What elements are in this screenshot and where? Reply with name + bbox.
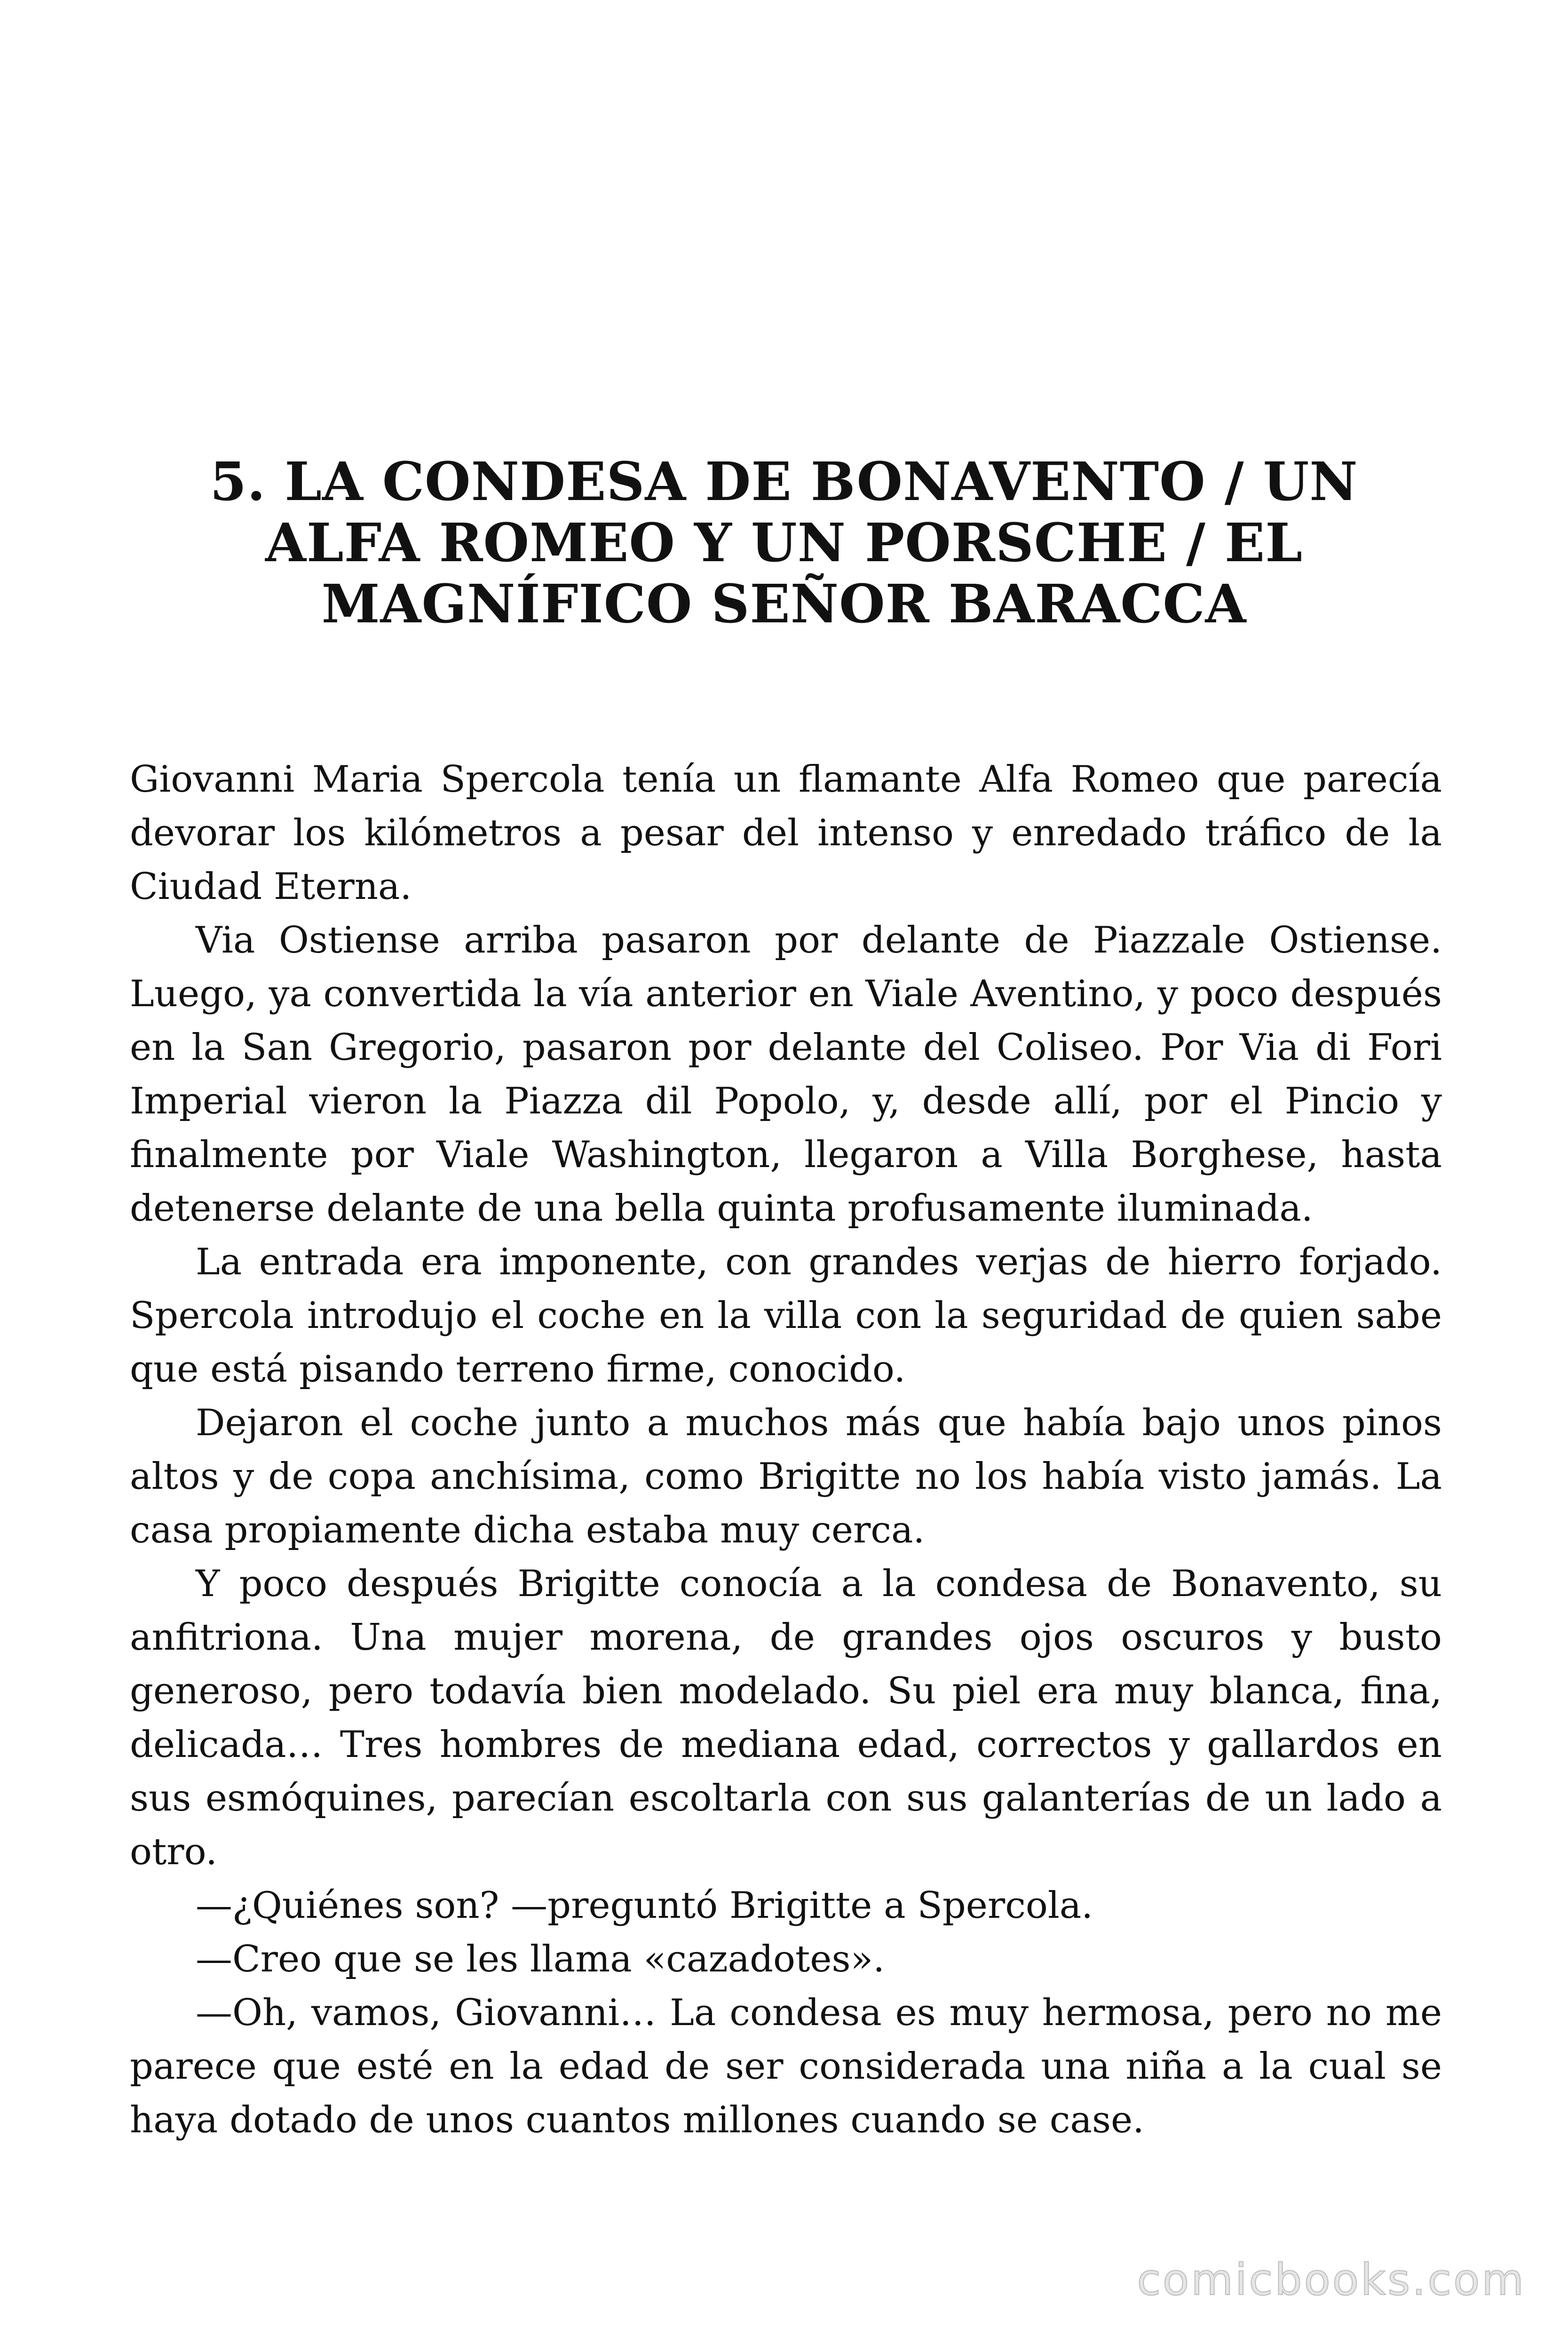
chapter-title-line-1: 5. LA CONDESA DE BONAVENTO / UN (210, 451, 1358, 513)
paragraph-3: La entrada era imponente, con grandes verjas de hierro forjado. Spercola introdujo el coche en la villa con la seguridad de quien sabe que está pisando terreno firme, conocido. (130, 1241, 1442, 1391)
paragraph-2: Via Ostiense arriba pasaron por delante de Piazzale Ostiense. Luego, ya convertida la vía anterior en Viale Aventino, y poco después en la San Gregorio, pasaron por delante del Coliseo. Por Via di Fori Imperial vieron la Piazza dil Popolo, y, desde allí, por el Pincio y finalmente por Viale Washington, llegaron a Villa Borghese, hasta detenerse delante de una bella quinta profusamente iluminada. (130, 919, 1442, 1230)
chapter-body (130, 753, 1442, 2147)
dialogue-line-1: —¿Quiénes son? —preguntó Brigitte a Spercola. (196, 1884, 1093, 1927)
chapter-title-line-3: MAGNÍFICO SEÑOR BARACCA (321, 573, 1247, 635)
paragraph-1: Giovanni Maria Spercola tenía un flamante Alfa Romeo que parecía devorar los kilómetros a pesar del intenso y enredado tráfico de la Ciudad Eterna. (130, 758, 1442, 908)
watermark: comicbooks.com (1137, 2255, 1526, 2305)
chapter-title-line-2: ALFA ROMEO Y UN PORSCHE / EL (265, 512, 1303, 574)
chapter-title (132, 452, 1436, 635)
dialogue-line-2: —Creo que se les llama «cazadotes». (196, 1938, 885, 1980)
dialogue-line-3: —Oh, vamos, Giovanni… La condesa es muy hermosa, pero no me parece que esté en la edad de ser considerada una niña a la cual se haya dotado de unos cuantos millones cuando se case. (130, 1992, 1442, 2141)
paragraph-5: Y poco después Brigitte conocía a la condesa de Bonavento, su anfitriona. Una mujer morena, de grandes ojos oscuros y busto generoso, pero todavía bien modelado. Su piel era muy blanca, fina, delicada… Tres hombres de mediana edad, correctos y gallardos en sus esmóquines, parecían escoltarla con sus galanterías de un lado a otro. (130, 1563, 1442, 1873)
paragraph-4: Dejaron el coche junto a muchos más que había bajo unos pinos altos y de copa anchísima, como Brigitte no los había visto jamás. La casa propiamente dicha estaba muy cerca. (130, 1402, 1442, 1551)
